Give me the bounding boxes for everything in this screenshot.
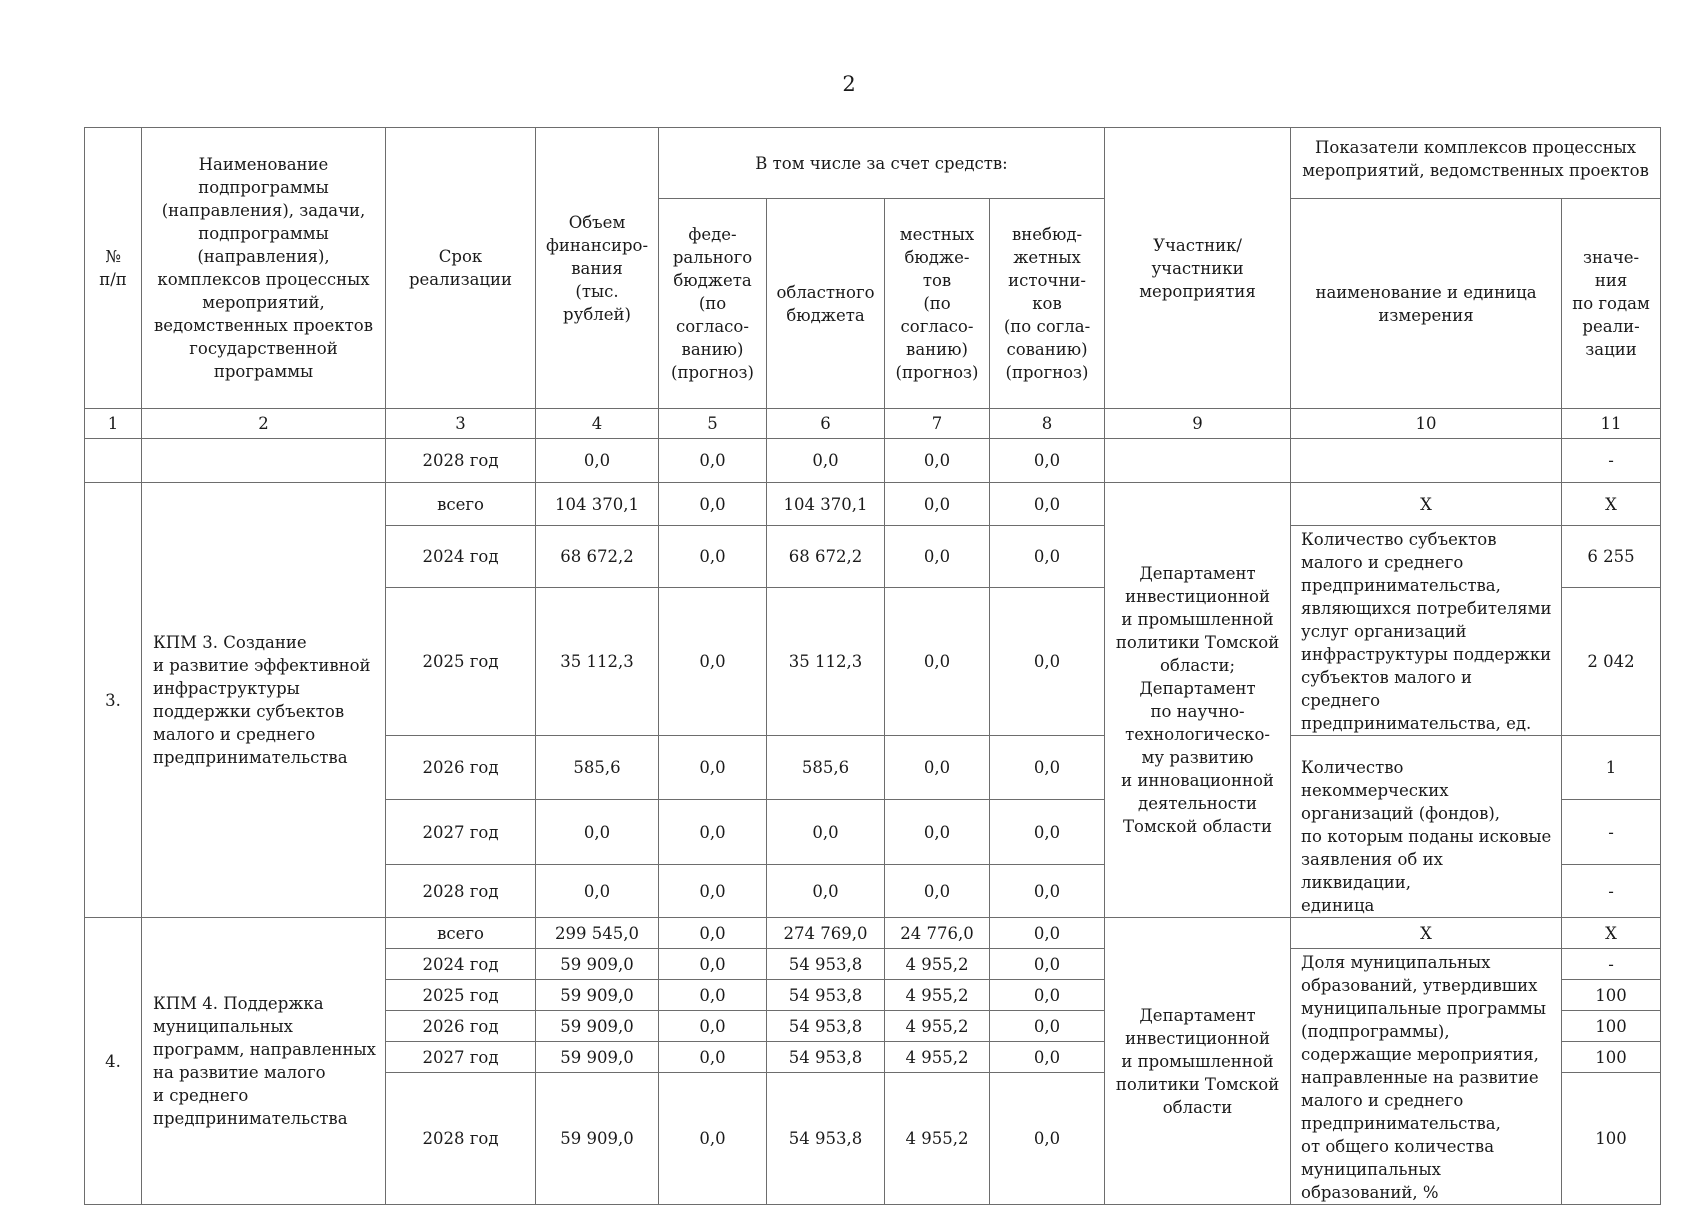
indicator-value-cell: 100: [1562, 1073, 1661, 1205]
period-cell: 2028 год: [386, 865, 536, 918]
extrabudget-cell: 0,0: [990, 949, 1105, 980]
regional-cell: 54 953,8: [767, 949, 885, 980]
period-cell: 2026 год: [386, 736, 536, 800]
extrabudget-cell: 0,0: [990, 439, 1105, 483]
local-cell: 0,0: [885, 800, 990, 865]
period-cell: 2025 год: [386, 588, 536, 736]
federal-cell: 0,0: [659, 588, 767, 736]
section4-name: КПМ 4. Поддержка муниципальных программ, направленных на развитие малого и среднего предпринимательства: [142, 918, 386, 1205]
section4-number: 4.: [85, 918, 142, 1205]
local-cell: 0,0: [885, 439, 990, 483]
header-regional: областного бюджета: [767, 199, 885, 409]
federal-cell: 0,0: [659, 980, 767, 1011]
local-cell: 0,0: [885, 736, 990, 800]
section3-indicator-1: Количество субъектов малого и среднего предпринимательства, являющихся потребителями услуг организаций инфраструктуры поддержки субъектов малого и среднего предпринимательства, ед.: [1291, 526, 1562, 736]
indicator-name-cell: Х: [1291, 483, 1562, 526]
column-number: 5: [659, 409, 767, 439]
regional-cell: 274 769,0: [767, 918, 885, 949]
program-table: [84, 127, 1661, 1205]
header-period: Срок реализации: [386, 128, 536, 409]
header-federal: феде- рального бюджета (по согласо- ванию) (прогноз): [659, 199, 767, 409]
section4-participants: Департамент инвестиционной и промышленной политики Томской области: [1105, 918, 1291, 1205]
indicator-value-cell: 100: [1562, 1011, 1661, 1042]
extrabudget-cell: 0,0: [990, 483, 1105, 526]
local-cell: 0,0: [885, 865, 990, 918]
header-participants: Участник/ участники мероприятия: [1105, 128, 1291, 409]
local-cell: 4 955,2: [885, 980, 990, 1011]
local-cell: 0,0: [885, 483, 990, 526]
regional-cell: 0,0: [767, 439, 885, 483]
extrabudget-cell: 0,0: [990, 1042, 1105, 1073]
header-number: № п/п: [85, 128, 142, 409]
extrabudget-cell: 0,0: [990, 736, 1105, 800]
local-cell: 4 955,2: [885, 1011, 990, 1042]
regional-cell: 104 370,1: [767, 483, 885, 526]
extrabudget-cell: 0,0: [990, 1073, 1105, 1205]
period-cell: всего: [386, 918, 536, 949]
section4-indicator-1: Доля муниципальных образований, утвердивших муниципальные программы (подпрограммы), содержащие мероприятия, направленные на развитие малого и среднего предпринимательства, от общего количества муниципальных образований, %: [1291, 949, 1562, 1205]
local-cell: 0,0: [885, 588, 990, 736]
empty-cell: [142, 439, 386, 483]
volume-cell: 0,0: [536, 800, 659, 865]
regional-cell: 54 953,8: [767, 1073, 885, 1205]
extrabudget-cell: 0,0: [990, 526, 1105, 588]
federal-cell: 0,0: [659, 918, 767, 949]
volume-cell: 299 545,0: [536, 918, 659, 949]
header-indicators-group: Показатели комплексов процессных мероприятий, ведомственных проектов: [1291, 128, 1661, 199]
column-number: 9: [1105, 409, 1291, 439]
federal-cell: 0,0: [659, 1011, 767, 1042]
column-numbers-row: [85, 409, 1661, 439]
indicator-value-cell: Х: [1562, 918, 1661, 949]
regional-cell: 0,0: [767, 865, 885, 918]
extrabudget-cell: 0,0: [990, 918, 1105, 949]
column-number: 7: [885, 409, 990, 439]
local-cell: 4 955,2: [885, 949, 990, 980]
volume-cell: 0,0: [536, 439, 659, 483]
federal-cell: 0,0: [659, 949, 767, 980]
volume-cell: 0,0: [536, 865, 659, 918]
section3-number: 3.: [85, 483, 142, 918]
column-number: 1: [85, 409, 142, 439]
section3-name: КПМ 3. Создание и развитие эффективной инфраструктуры поддержки субъектов малого и среднего предпринимательства: [142, 483, 386, 918]
extrabudget-cell: 0,0: [990, 588, 1105, 736]
header-indicator-name: наименование и единица измерения: [1291, 199, 1562, 409]
indicator-value-cell: -: [1562, 949, 1661, 980]
federal-cell: 0,0: [659, 800, 767, 865]
indicator-value-cell: 100: [1562, 980, 1661, 1011]
regional-cell: 54 953,8: [767, 980, 885, 1011]
indicator-value-cell: -: [1562, 800, 1661, 865]
table-row: [85, 918, 1661, 949]
period-cell: 2028 год: [386, 439, 536, 483]
local-cell: 4 955,2: [885, 1073, 990, 1205]
indicator-value-cell: Х: [1562, 483, 1661, 526]
column-number: 4: [536, 409, 659, 439]
volume-cell: 68 672,2: [536, 526, 659, 588]
indicator-value-cell: 100: [1562, 1042, 1661, 1073]
header-funds-group: В том числе за счет средств:: [659, 128, 1105, 199]
extrabudget-cell: 0,0: [990, 865, 1105, 918]
empty-cell: [85, 439, 142, 483]
period-cell: 2025 год: [386, 980, 536, 1011]
carry-row: [85, 439, 1661, 483]
regional-cell: 585,6: [767, 736, 885, 800]
period-cell: 2027 год: [386, 1042, 536, 1073]
period-cell: 2027 год: [386, 800, 536, 865]
federal-cell: 0,0: [659, 1073, 767, 1205]
period-cell: 2024 год: [386, 949, 536, 980]
indicator-value-cell: -: [1562, 439, 1661, 483]
indicator-name-cell: Х: [1291, 918, 1562, 949]
column-number: 11: [1562, 409, 1661, 439]
local-cell: 24 776,0: [885, 918, 990, 949]
regional-cell: 54 953,8: [767, 1042, 885, 1073]
indicator-value-cell: 1: [1562, 736, 1661, 800]
volume-cell: 59 909,0: [536, 1011, 659, 1042]
period-cell: 2028 год: [386, 1073, 536, 1205]
empty-cell: [1291, 439, 1562, 483]
federal-cell: 0,0: [659, 865, 767, 918]
period-cell: 2024 год: [386, 526, 536, 588]
indicator-value-cell: -: [1562, 865, 1661, 918]
column-number: 6: [767, 409, 885, 439]
page-number: 2: [842, 72, 856, 96]
header-name: Наименование подпрограммы (направления), задачи, подпрограммы (направления), комплексов процессных мероприятий, ведомственных проектов государственной программы: [142, 128, 386, 409]
column-number: 3: [386, 409, 536, 439]
local-cell: 4 955,2: [885, 1042, 990, 1073]
volume-cell: 35 112,3: [536, 588, 659, 736]
volume-cell: 59 909,0: [536, 980, 659, 1011]
regional-cell: 54 953,8: [767, 1011, 885, 1042]
volume-cell: 585,6: [536, 736, 659, 800]
regional-cell: 0,0: [767, 800, 885, 865]
extrabudget-cell: 0,0: [990, 800, 1105, 865]
period-cell: 2026 год: [386, 1011, 536, 1042]
empty-cell: [1105, 439, 1291, 483]
section3-indicator-2: Количество некоммерческих организаций (фондов), по которым поданы исковые заявления об их ликвидации, единица: [1291, 736, 1562, 918]
indicator-value-cell: 6 255: [1562, 526, 1661, 588]
header-indicator-values: значе- ния по годам реали- зации: [1562, 199, 1661, 409]
header-local: местных бюдже- тов (по согласо- ванию) (прогноз): [885, 199, 990, 409]
volume-cell: 104 370,1: [536, 483, 659, 526]
section3-participants: Департамент инвестиционной и промышленной политики Томской области; Департамент по научно- технологическо- му развитию и инновационной деятельности Томской области: [1105, 483, 1291, 918]
column-number: 8: [990, 409, 1105, 439]
volume-cell: 59 909,0: [536, 1073, 659, 1205]
extrabudget-cell: 0,0: [990, 980, 1105, 1011]
period-cell: всего: [386, 483, 536, 526]
volume-cell: 59 909,0: [536, 949, 659, 980]
federal-cell: 0,0: [659, 483, 767, 526]
header-volume: Объем финансиро- вания (тыс. рублей): [536, 128, 659, 409]
federal-cell: 0,0: [659, 526, 767, 588]
indicator-value-cell: 2 042: [1562, 588, 1661, 736]
regional-cell: 68 672,2: [767, 526, 885, 588]
header-row-1: [85, 128, 1661, 199]
extrabudget-cell: 0,0: [990, 1011, 1105, 1042]
column-number: 2: [142, 409, 386, 439]
local-cell: 0,0: [885, 526, 990, 588]
federal-cell: 0,0: [659, 736, 767, 800]
federal-cell: 0,0: [659, 1042, 767, 1073]
federal-cell: 0,0: [659, 439, 767, 483]
column-number: 10: [1291, 409, 1562, 439]
header-extrabudget: внебюд- жетных источни- ков (по согла- сованию) (прогноз): [990, 199, 1105, 409]
volume-cell: 59 909,0: [536, 1042, 659, 1073]
table-row: [85, 483, 1661, 526]
regional-cell: 35 112,3: [767, 588, 885, 736]
